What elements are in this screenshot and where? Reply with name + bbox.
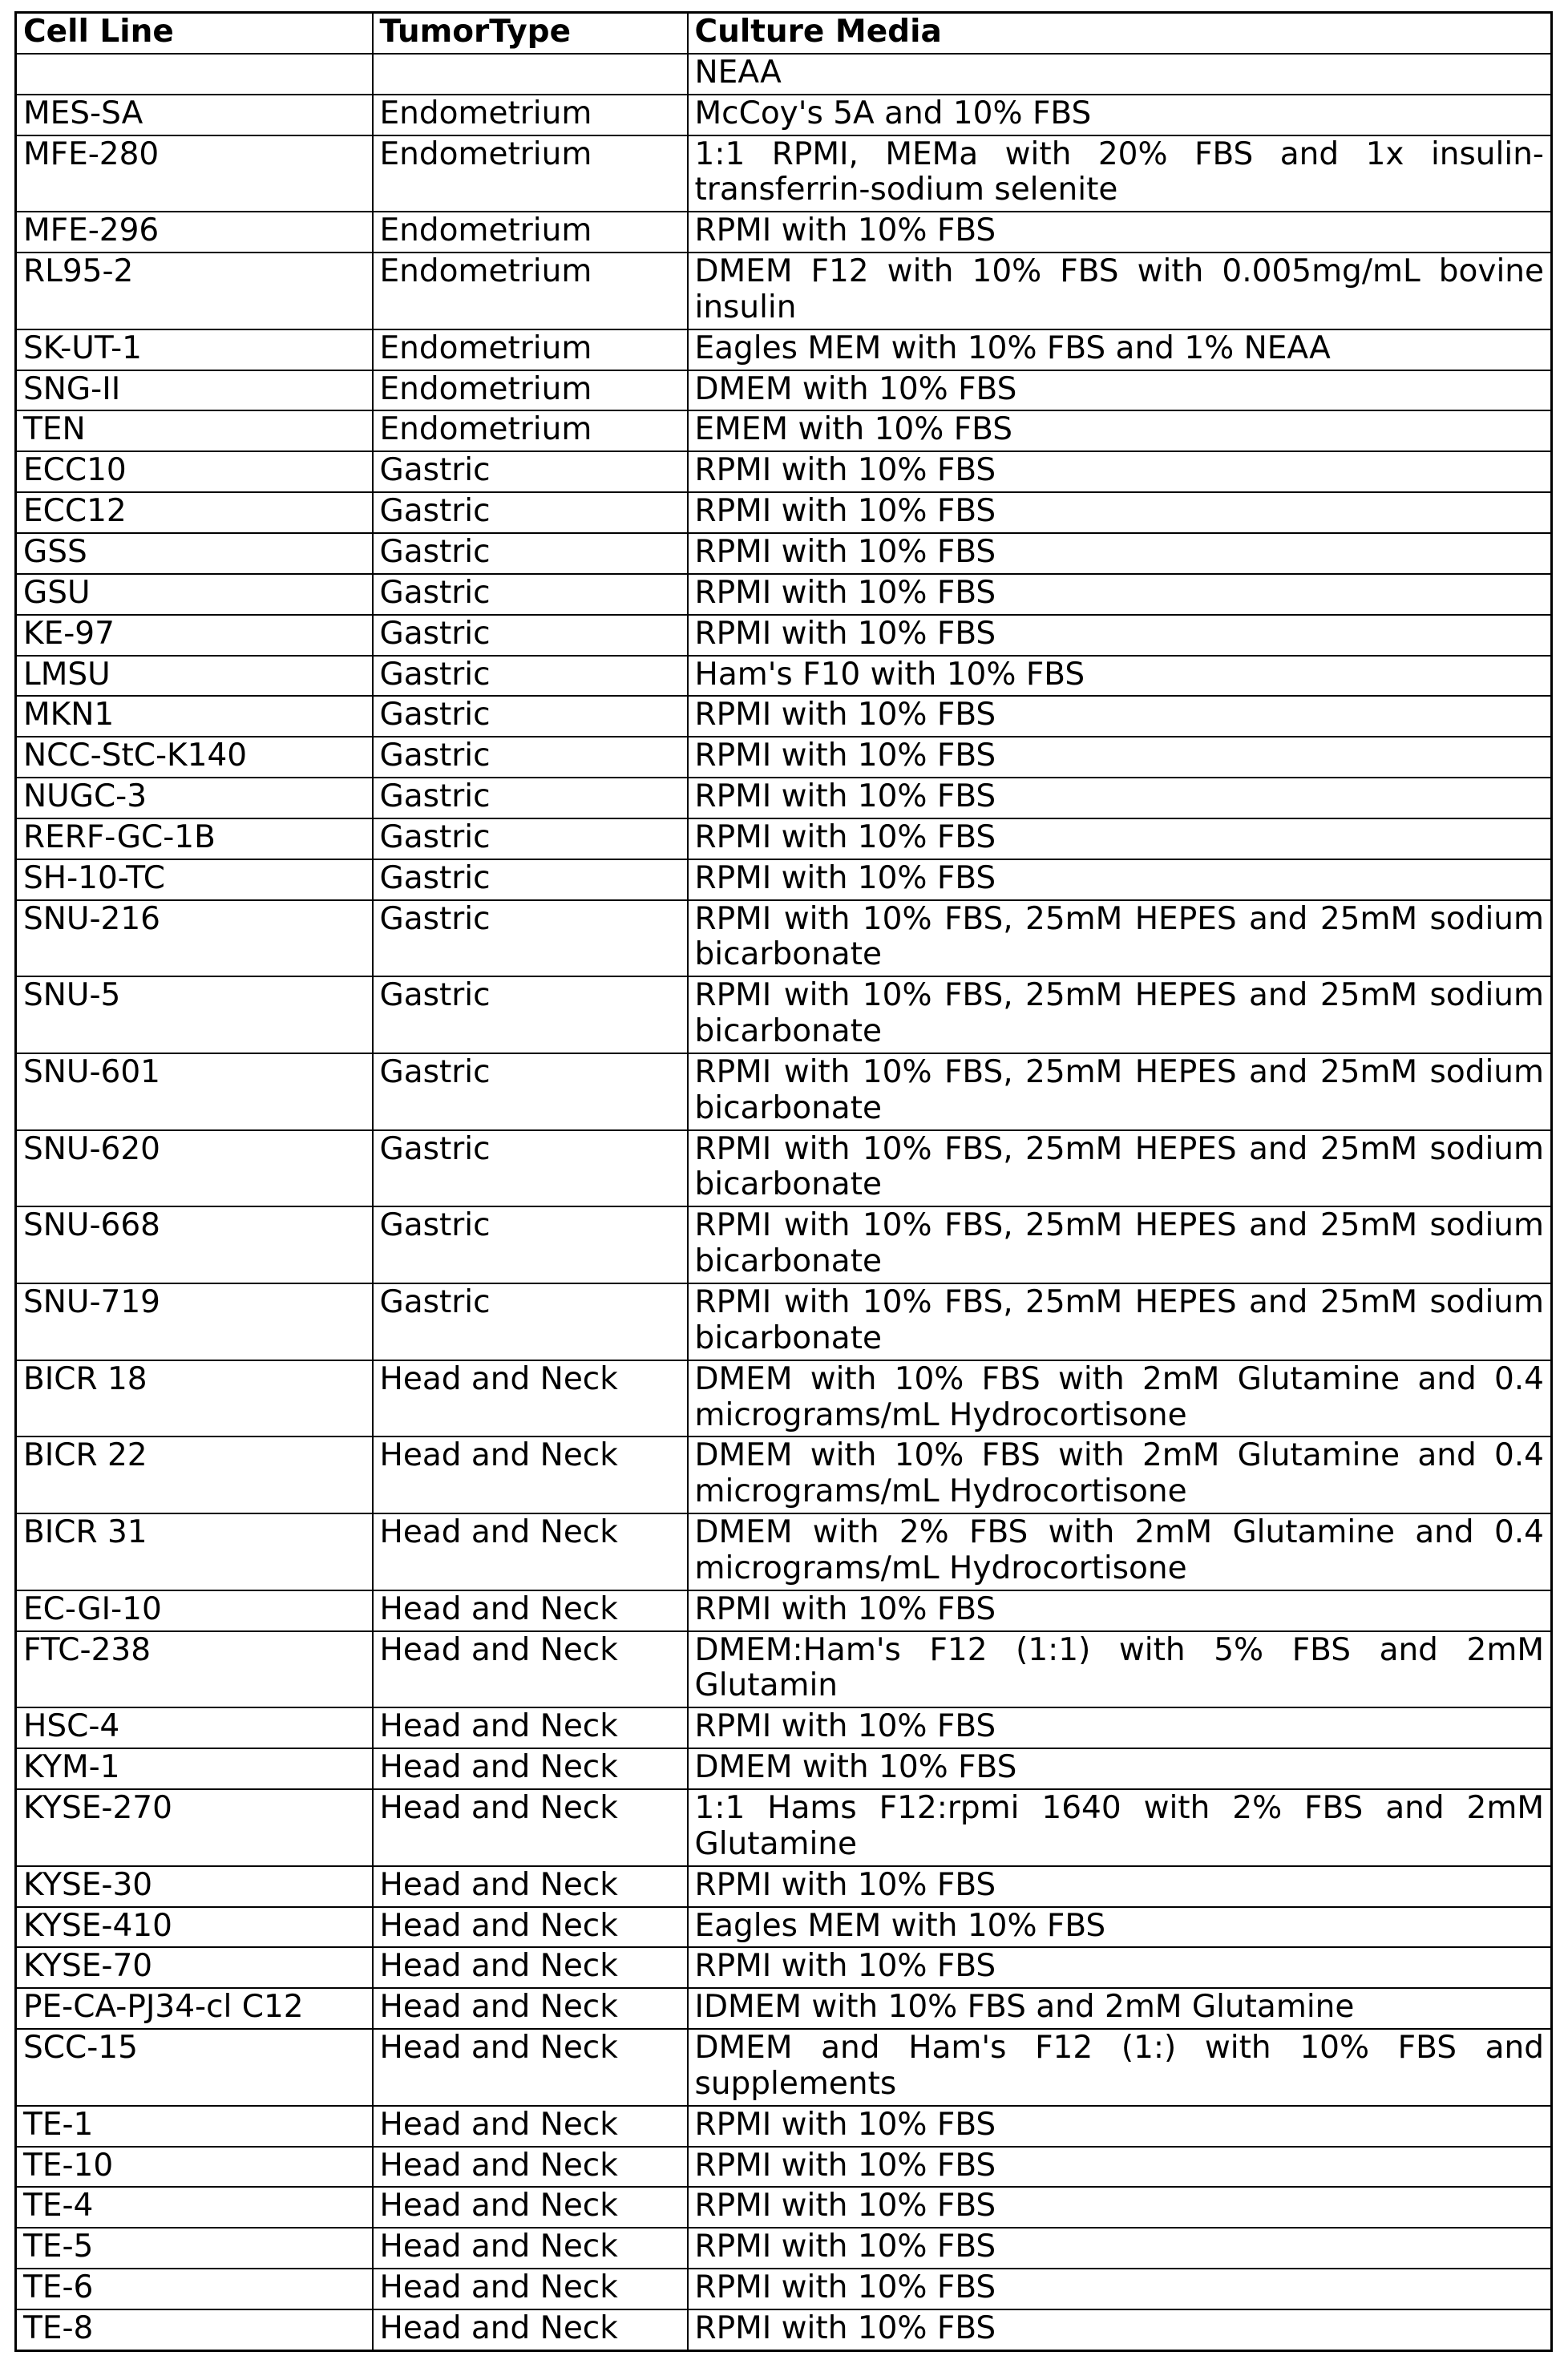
culture-media-cell: RPMI with 10% FBS (688, 451, 1552, 492)
table-header (16, 13, 1552, 54)
culture-media-cell: RPMI with 10% FBS (688, 2187, 1552, 2228)
table-row (16, 329, 1552, 370)
culture-media-cell: 1:1 Hams F12:rpmi 1640 with 2% FBS and 2mM Glutamine (688, 1789, 1552, 1866)
tumor-type-cell (373, 54, 688, 95)
tumor-type-cell: Head and Neck (373, 1748, 688, 1789)
table-row (16, 135, 1552, 212)
table-row (16, 212, 1552, 253)
cell-line-cell: LMSU (16, 656, 373, 697)
table-row (16, 615, 1552, 656)
table-row (16, 1907, 1552, 1948)
culture-media-cell: RPMI with 10% FBS (688, 1707, 1552, 1748)
culture-media-cell: RPMI with 10% FBS, 25mM HEPES and 25mM sodium bicarbonate (688, 1053, 1552, 1130)
table-row (16, 1436, 1552, 1513)
table-row (16, 2228, 1552, 2269)
cell-line-cell: NUGC-3 (16, 778, 373, 818)
cell-line-cell: KYM-1 (16, 1748, 373, 1789)
culture-media-cell: NEAA (688, 54, 1552, 95)
tumor-type-cell: Gastric (373, 818, 688, 859)
cell-line-cell: KYSE-270 (16, 1789, 373, 1866)
cell-line-cell: TE-5 (16, 2228, 373, 2269)
cell-line-cell: SH-10-TC (16, 859, 373, 900)
tumor-type-cell: Head and Neck (373, 2187, 688, 2228)
table-row (16, 1130, 1552, 1207)
tumor-type-cell: Head and Neck (373, 2228, 688, 2269)
cell-line-cell: MES-SA (16, 95, 373, 135)
tumor-type-cell: Head and Neck (373, 1789, 688, 1866)
culture-media-cell: RPMI with 10% FBS (688, 2147, 1552, 2188)
cell-line-cell: TE-8 (16, 2309, 373, 2350)
cell-line-cell: PE-CA-PJ34-cl C12 (16, 1988, 373, 2029)
table-row (16, 1789, 1552, 1866)
culture-media-cell: DMEM and Ham's F12 (1:) with 10% FBS and supplements (688, 2029, 1552, 2106)
table-row (16, 2029, 1552, 2106)
table-row (16, 370, 1552, 411)
tumor-type-cell: Endometrium (373, 135, 688, 212)
cell-line-cell: NCC-StC-K140 (16, 737, 373, 778)
cell-line-cell: EC-GI-10 (16, 1590, 373, 1631)
culture-media-cell: RPMI with 10% FBS, 25mM HEPES and 25mM sodium bicarbonate (688, 1130, 1552, 1207)
table-row (16, 900, 1552, 977)
tumor-type-cell: Head and Neck (373, 1947, 688, 1988)
table-row (16, 1590, 1552, 1631)
table-row (16, 778, 1552, 818)
table-row (16, 1748, 1552, 1789)
tumor-type-cell: Head and Neck (373, 1631, 688, 1708)
culture-media-cell: RPMI with 10% FBS (688, 574, 1552, 615)
table-row (16, 1707, 1552, 1748)
table-row (16, 533, 1552, 574)
tumor-type-cell: Gastric (373, 533, 688, 574)
header-row (16, 13, 1552, 54)
cell-line-cell: SNU-620 (16, 1130, 373, 1207)
culture-media-cell: Eagles MEM with 10% FBS (688, 1907, 1552, 1948)
tumor-type-cell: Gastric (373, 574, 688, 615)
table-row (16, 410, 1552, 451)
cell-line-cell: SNU-5 (16, 976, 373, 1053)
tumor-type-cell: Head and Neck (373, 2269, 688, 2309)
cell-line-cell: SNU-668 (16, 1206, 373, 1283)
cell-line-cell: SCC-15 (16, 2029, 373, 2106)
tumor-type-cell: Endometrium (373, 95, 688, 135)
table-row (16, 2309, 1552, 2350)
culture-media-cell: DMEM with 10% FBS (688, 370, 1552, 411)
cell-line-cell: GSU (16, 574, 373, 615)
culture-media-cell: RPMI with 10% FBS (688, 778, 1552, 818)
table-row (16, 696, 1552, 737)
tumor-type-cell: Endometrium (373, 253, 688, 329)
culture-media-cell: RPMI with 10% FBS (688, 737, 1552, 778)
table-row (16, 1053, 1552, 1130)
culture-media-cell: DMEM with 2% FBS with 2mM Glutamine and 0.4 micrograms/mL Hydrocortisone (688, 1513, 1552, 1590)
tumor-type-cell: Gastric (373, 1283, 688, 1360)
culture-media-cell: RPMI with 10% FBS (688, 859, 1552, 900)
culture-media-cell: RPMI with 10% FBS (688, 818, 1552, 859)
table-row (16, 1360, 1552, 1437)
tumor-type-cell: Head and Neck (373, 1866, 688, 1907)
cell-line-cell: SNG-II (16, 370, 373, 411)
tumor-type-cell: Head and Neck (373, 2147, 688, 2188)
tumor-type-cell: Endometrium (373, 329, 688, 370)
tumor-type-cell: Head and Neck (373, 1907, 688, 1948)
culture-media-cell: RPMI with 10% FBS (688, 212, 1552, 253)
cell-line-cell: ECC10 (16, 451, 373, 492)
cell-line-cell: GSS (16, 533, 373, 574)
table-row (16, 574, 1552, 615)
tumor-type-cell: Head and Neck (373, 2029, 688, 2106)
culture-media-cell: RPMI with 10% FBS (688, 2309, 1552, 2350)
culture-media-cell: RPMI with 10% FBS (688, 615, 1552, 656)
table-row (16, 54, 1552, 95)
column-header-cell-line: Cell Line (16, 13, 373, 54)
tumor-type-cell: Head and Neck (373, 1360, 688, 1437)
cell-line-cell: RERF-GC-1B (16, 818, 373, 859)
culture-media-cell: RPMI with 10% FBS, 25mM HEPES and 25mM sodium bicarbonate (688, 900, 1552, 977)
cell-line-culture-media-table (14, 11, 1553, 2352)
table-row (16, 451, 1552, 492)
tumor-type-cell: Head and Neck (373, 2309, 688, 2350)
cell-line-cell: MFE-296 (16, 212, 373, 253)
table-row (16, 1283, 1552, 1360)
column-header-culture-media: Culture Media (688, 13, 1552, 54)
table-row (16, 2187, 1552, 2228)
cell-line-cell (16, 54, 373, 95)
table-row (16, 1947, 1552, 1988)
cell-line-cell: KYSE-410 (16, 1907, 373, 1948)
culture-media-cell: RPMI with 10% FBS (688, 2106, 1552, 2147)
culture-media-cell: RPMI with 10% FBS (688, 1866, 1552, 1907)
table-row (16, 1206, 1552, 1283)
cell-line-cell: ECC12 (16, 492, 373, 533)
table-row (16, 2269, 1552, 2309)
table-row (16, 253, 1552, 329)
cell-line-cell: MKN1 (16, 696, 373, 737)
tumor-type-cell: Gastric (373, 492, 688, 533)
tumor-type-cell: Endometrium (373, 410, 688, 451)
table-row (16, 1631, 1552, 1708)
tumor-type-cell: Head and Neck (373, 1988, 688, 2029)
tumor-type-cell: Gastric (373, 615, 688, 656)
table-row (16, 1866, 1552, 1907)
table-row (16, 656, 1552, 697)
cell-line-cell: BICR 31 (16, 1513, 373, 1590)
tumor-type-cell: Gastric (373, 900, 688, 977)
tumor-type-cell: Head and Neck (373, 1707, 688, 1748)
cell-line-cell: BICR 18 (16, 1360, 373, 1437)
table-row (16, 818, 1552, 859)
cell-line-cell: TE-10 (16, 2147, 373, 2188)
column-header-tumor-type: TumorType (373, 13, 688, 54)
cell-line-cell: KYSE-70 (16, 1947, 373, 1988)
cell-line-cell: SK-UT-1 (16, 329, 373, 370)
tumor-type-cell: Endometrium (373, 212, 688, 253)
tumor-type-cell: Endometrium (373, 370, 688, 411)
tumor-type-cell: Gastric (373, 1206, 688, 1283)
tumor-type-cell: Head and Neck (373, 1513, 688, 1590)
cell-line-cell: SNU-601 (16, 1053, 373, 1130)
culture-media-cell: RPMI with 10% FBS (688, 2228, 1552, 2269)
tumor-type-cell: Gastric (373, 737, 688, 778)
table-row (16, 2147, 1552, 2188)
culture-media-cell: Ham's F10 with 10% FBS (688, 656, 1552, 697)
cell-line-cell: TE-4 (16, 2187, 373, 2228)
culture-media-cell: RPMI with 10% FBS (688, 696, 1552, 737)
culture-media-cell: DMEM with 10% FBS with 2mM Glutamine and 0.4 micrograms/mL Hydrocortisone (688, 1360, 1552, 1437)
cell-line-cell: TEN (16, 410, 373, 451)
culture-media-cell: RPMI with 10% FBS (688, 1947, 1552, 1988)
tumor-type-cell: Head and Neck (373, 1436, 688, 1513)
tumor-type-cell: Gastric (373, 451, 688, 492)
cell-line-cell: TE-6 (16, 2269, 373, 2309)
table-row (16, 95, 1552, 135)
culture-media-cell: DMEM with 10% FBS with 2mM Glutamine and 0.4 micrograms/mL Hydrocortisone (688, 1436, 1552, 1513)
culture-media-cell: DMEM:Ham's F12 (1:1) with 5% FBS and 2mM Glutamin (688, 1631, 1552, 1708)
culture-media-cell: RPMI with 10% FBS (688, 1590, 1552, 1631)
cell-line-cell: SNU-719 (16, 1283, 373, 1360)
table-row (16, 976, 1552, 1053)
cell-line-cell: TE-1 (16, 2106, 373, 2147)
culture-media-cell: McCoy's 5A and 10% FBS (688, 95, 1552, 135)
table-row (16, 1988, 1552, 2029)
cell-line-cell: FTC-238 (16, 1631, 373, 1708)
tumor-type-cell: Head and Neck (373, 1590, 688, 1631)
culture-media-cell: 1:1 RPMI, MEMa with 20% FBS and 1x insulin-transferrin-sodium selenite (688, 135, 1552, 212)
culture-media-cell: RPMI with 10% FBS, 25mM HEPES and 25mM sodium bicarbonate (688, 1206, 1552, 1283)
table-row (16, 2106, 1552, 2147)
table-row (16, 737, 1552, 778)
culture-media-cell: RPMI with 10% FBS, 25mM HEPES and 25mM sodium bicarbonate (688, 1283, 1552, 1360)
cell-line-cell: RL95-2 (16, 253, 373, 329)
tumor-type-cell: Gastric (373, 778, 688, 818)
tumor-type-cell: Gastric (373, 976, 688, 1053)
culture-media-cell: EMEM with 10% FBS (688, 410, 1552, 451)
table-row (16, 492, 1552, 533)
table-row (16, 1513, 1552, 1590)
cell-line-cell: KE-97 (16, 615, 373, 656)
cell-line-cell: SNU-216 (16, 900, 373, 977)
table-row (16, 859, 1552, 900)
culture-media-cell: RPMI with 10% FBS (688, 533, 1552, 574)
tumor-type-cell: Gastric (373, 656, 688, 697)
culture-media-cell: RPMI with 10% FBS, 25mM HEPES and 25mM sodium bicarbonate (688, 976, 1552, 1053)
cell-line-cell: HSC-4 (16, 1707, 373, 1748)
cell-line-cell: KYSE-30 (16, 1866, 373, 1907)
tumor-type-cell: Gastric (373, 1130, 688, 1207)
table-body (16, 54, 1552, 2350)
culture-media-cell: DMEM with 10% FBS (688, 1748, 1552, 1789)
culture-media-cell: IDMEM with 10% FBS and 2mM Glutamine (688, 1988, 1552, 2029)
culture-media-cell: Eagles MEM with 10% FBS and 1% NEAA (688, 329, 1552, 370)
cell-line-cell: BICR 22 (16, 1436, 373, 1513)
tumor-type-cell: Gastric (373, 696, 688, 737)
culture-media-cell: RPMI with 10% FBS (688, 492, 1552, 533)
culture-media-cell: RPMI with 10% FBS (688, 2269, 1552, 2309)
culture-media-cell: DMEM F12 with 10% FBS with 0.005mg/mL bovine insulin (688, 253, 1552, 329)
tumor-type-cell: Gastric (373, 859, 688, 900)
cell-line-cell: MFE-280 (16, 135, 373, 212)
tumor-type-cell: Gastric (373, 1053, 688, 1130)
tumor-type-cell: Head and Neck (373, 2106, 688, 2147)
